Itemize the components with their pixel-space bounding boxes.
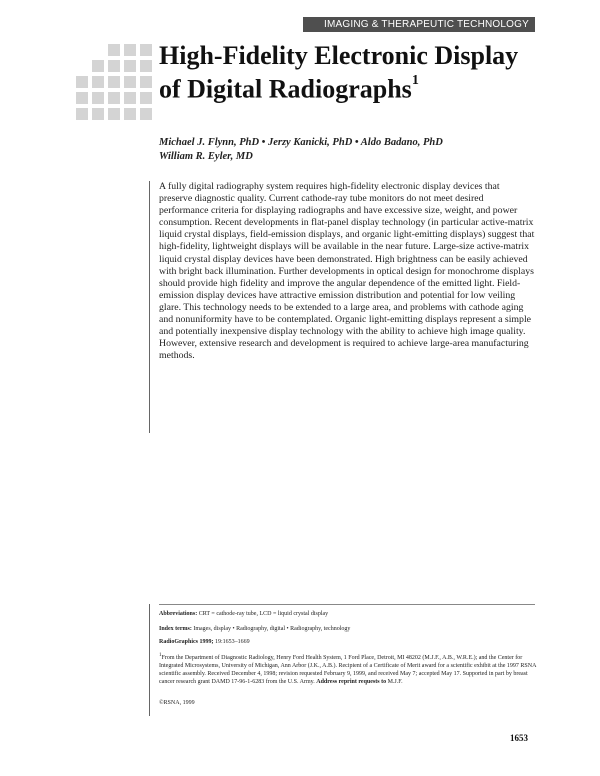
section-banner: IMAGING & THERAPEUTIC TECHNOLOGY: [303, 17, 535, 32]
index-terms: [159, 625, 539, 633]
abbreviations-label: Abbreviations:: [159, 611, 198, 617]
grid-square: [140, 92, 152, 104]
grid-square: [76, 108, 88, 120]
page-number: 1653: [510, 733, 528, 743]
meta-side-rule: [149, 604, 150, 716]
abstract-text: A fully digital radiography system requires high-fidelity electronic display devices that preserve diagnostic quality. Current cathode-ray tube monitors do not meet desired performance criteria for displaying radiographs and have excessive size, weight, and power consumption. Recent developments in flat-panel display technology (in particular active-matrix liquid crystal displays, field-emission displays, and organic light-emitting displays) suggest that high-fidelity, lightweight displays will be available in the near future. Large-size active-matrix liquid crystal display devices have been demonstrated. High brightness can be easily achieved with bright back illumination. Further developments in optical design for monochrome displays should provide high fidelity and improve the angular dependence of the emitted light. Field-emission display devices have attractive emission distribution and potential for low veiling glare. This technology needs to be extended to a large area, and problems with cathode aging and nonuniformity have to be contemplated. Organic light-emitting displays represent a simple and potentially inexpensive display technology with the ability to achieve high image quality. However, extensive research and development is required to achieve large-area manufacturing methods.: [159, 181, 535, 362]
grid-square: [92, 92, 104, 104]
authors-line-2: William R. Eyler, MD: [159, 151, 253, 162]
reprint-text: M.J.F.: [387, 679, 403, 685]
decorative-square-grid: [76, 44, 162, 130]
grid-square: [108, 44, 120, 56]
index-terms-text: Images, display • Radiography, digital • Radiography, technology: [193, 626, 351, 632]
grid-square: [140, 108, 152, 120]
affiliation-footnote-mark: 1: [159, 653, 162, 658]
grid-square: [140, 60, 152, 72]
abstract-side-rule: [149, 181, 150, 433]
grid-square: [76, 92, 88, 104]
grid-square: [140, 44, 152, 56]
grid-square: [76, 76, 88, 88]
authors-line-1: Michael J. Flynn, PhD • Jerzy Kanicki, PhD • Aldo Badano, PhD: [159, 137, 443, 148]
grid-square: [140, 76, 152, 88]
citation-label: RadioGraphics 1999;: [159, 639, 214, 645]
grid-square: [108, 76, 120, 88]
affiliation-footnote-text: From the Department of Diagnostic Radiology, Henry Ford Health System, 1 Ford Place, Detroit, MI 48202 (M.J.F., A.B., W.R.E.); and the Center for Integrated Microsystems, University of Michigan, Ann Arbor (J.K., A.B.). Recipient of a Certificate of Merit award for a scientific exhibit at the 1997 RSNA scientific assembly. Received December 4, 1998; revision requested February 9, 1999, and received May 7; accepted May 17. Supported in part by breast cancer research grant DAMD 17-96-1-6283 from the U.S. Army.: [159, 655, 537, 685]
grid-square: [124, 108, 136, 120]
meta-divider: [159, 604, 535, 605]
title-footnote-mark: 1: [411, 73, 419, 88]
grid-square: [124, 76, 136, 88]
grid-square: [108, 92, 120, 104]
article-title: [159, 41, 539, 104]
reprint-label: Address reprint requests to: [316, 679, 387, 685]
grid-square: [124, 60, 136, 72]
index-terms-label: Index terms:: [159, 626, 192, 632]
grid-square: [92, 108, 104, 120]
grid-square: [124, 92, 136, 104]
affiliation-footnote: [159, 652, 539, 686]
copyright: ©RSNA, 1999: [159, 700, 195, 706]
abbreviations: [159, 610, 539, 618]
grid-square: [92, 60, 104, 72]
grid-square: [108, 60, 120, 72]
author-list: [159, 136, 539, 164]
grid-square: [108, 108, 120, 120]
grid-square: [124, 44, 136, 56]
citation: [159, 638, 539, 646]
grid-square: [92, 76, 104, 88]
abbreviations-text: CRT = cathode-ray tube, LCD = liquid crystal display: [198, 611, 329, 617]
citation-text: 19:1653–1669: [215, 639, 250, 645]
article-title-text: High-Fidelity Electronic Display of Digital Radiographs: [159, 41, 519, 104]
